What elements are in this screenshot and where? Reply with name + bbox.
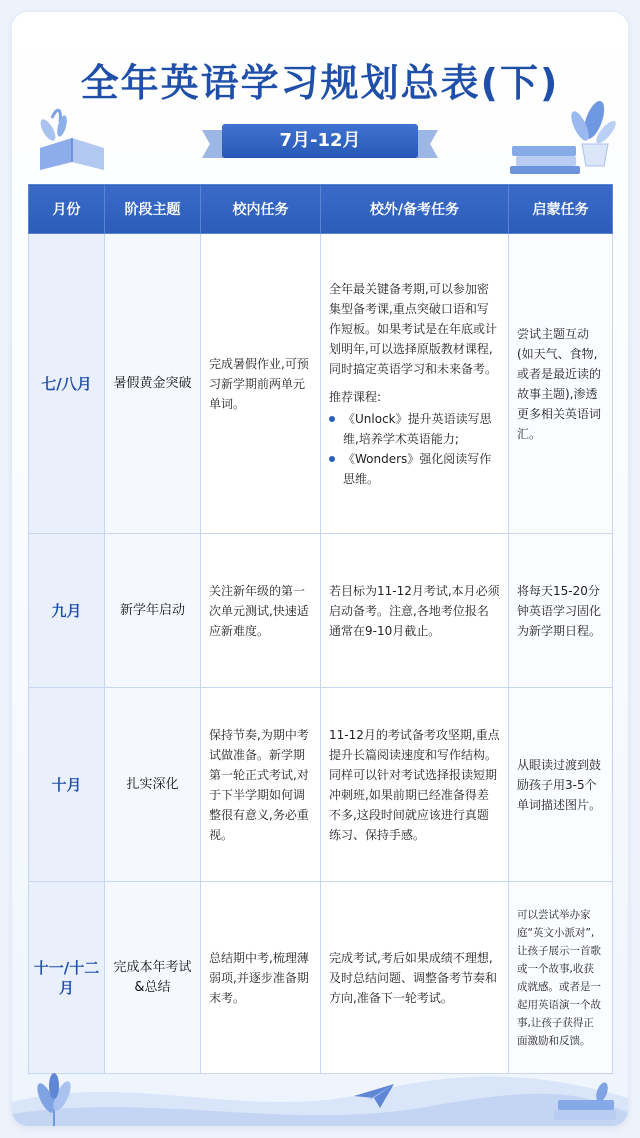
date-range-ribbon <box>222 124 418 158</box>
outside-task-text: 全年最关键备考期,可以参加密集型备考课,重点突破口语和写作短板。如果考试是在年底或计划明年,可以选择原版教材课程,同时搞定英语学习和未来备考。 <box>329 281 498 376</box>
month-cell: 九月 <box>29 534 105 688</box>
enlighten-task-cell: 尝试主题互动(如天气、食物,或者是最近读的故事主题),渗透更多相关英语词汇。 <box>509 234 613 534</box>
table-row <box>29 882 613 1074</box>
outside-task-cell <box>321 234 509 534</box>
column-header-enlighten: 启蒙任务 <box>509 185 613 234</box>
course-list <box>329 409 500 489</box>
table-header-row <box>29 185 613 234</box>
wave-decoration <box>12 1062 628 1126</box>
poster-card <box>12 12 628 1126</box>
table-row <box>29 688 613 882</box>
enlighten-task-cell: 将每天15-20分钟英语学习固化为新学期日程。 <box>509 534 613 688</box>
outside-task-cell: 若目标为11-12月考试,本月必须启动备考。注意,各地考位报名通常在9-10月截止。 <box>321 534 509 688</box>
date-range: 7月-12月 <box>279 130 361 151</box>
column-header-theme: 阶段主题 <box>105 185 201 234</box>
school-task-cell: 总结期中考,梳理薄弱项,并逐步准备期末考。 <box>201 882 321 1074</box>
column-header-outside: 校外/备考任务 <box>321 185 509 234</box>
enlighten-task-cell: 可以尝试举办家庭“英文小派对”,让孩子展示一首歌或一个故事,收获成就感。或者是一起用英语演一个故事,让孩子获得正面激励和反馈。 <box>509 882 613 1074</box>
outside-task-cell: 11-12月的考试备考攻坚期,重点提升长篇阅读速度和写作结构。同样可以针对考试选择报读短期冲刺班,如果前期已经准备得差不多,这段时间就应该进行真题练习、保持手感。 <box>321 688 509 882</box>
theme-cell: 完成本年考试&总结 <box>105 882 201 1074</box>
recommended-courses-title: 推荐课程: <box>329 389 382 404</box>
school-task-cell: 关注新年级的第一次单元测试,快速适应新难度。 <box>201 534 321 688</box>
school-task-cell: 完成暑假作业,可预习新学期前两单元单词。 <box>201 234 321 534</box>
theme-cell: 新学年启动 <box>105 534 201 688</box>
plan-table <box>28 184 613 1074</box>
enlighten-task-cell: 从眼读过渡到鼓励孩子用3-5个单词描述图片。 <box>509 688 613 882</box>
table-row <box>29 234 613 534</box>
book-icon <box>22 108 122 178</box>
theme-cell: 暑假黄金突破 <box>105 234 201 534</box>
list-item: 《Wonders》强化阅读写作思维。 <box>329 449 500 489</box>
outside-task-cell: 完成考试,考后如果成绩不理想,及时总结问题、调整备考节奏和方向,准备下一轮考试。 <box>321 882 509 1074</box>
column-header-school: 校内任务 <box>201 185 321 234</box>
list-item: 《Unlock》提升英语读写思维,培养学术英语能力; <box>329 409 500 449</box>
month-cell: 七/八月 <box>29 234 105 534</box>
school-task-cell: 保持节奏,为期中考试做准备。新学期第一轮正式考试,对于下半学期如何调整很有意义,务必重视。 <box>201 688 321 882</box>
table-row <box>29 534 613 688</box>
month-cell: 十月 <box>29 688 105 882</box>
theme-cell: 扎实深化 <box>105 688 201 882</box>
leaf-icon <box>24 1072 84 1126</box>
paper-plane-icon <box>352 1082 396 1110</box>
page-title: 全年英语学习规划总表(下) <box>80 61 560 105</box>
books-stack-icon <box>552 1082 622 1126</box>
month-cell: 十一/十二月 <box>29 882 105 1074</box>
column-header-month: 月份 <box>29 185 105 234</box>
plant-icon <box>502 98 622 178</box>
